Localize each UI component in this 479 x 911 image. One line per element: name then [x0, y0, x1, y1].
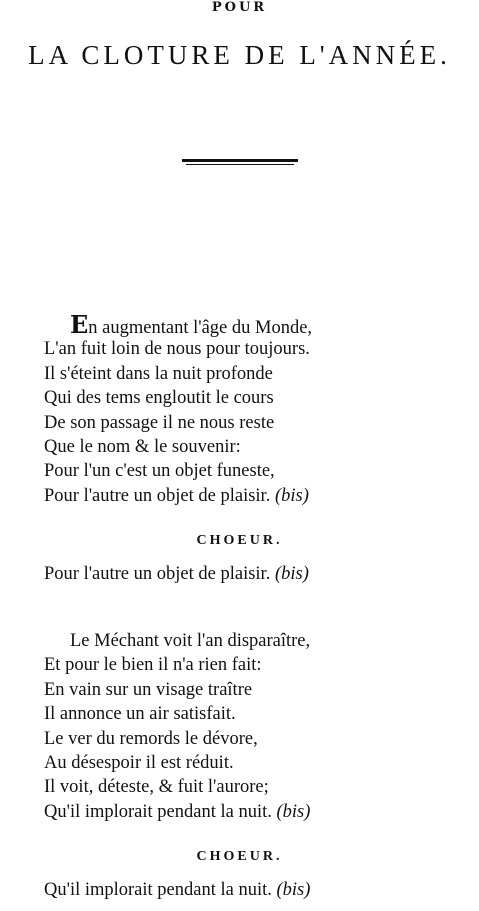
- stanza-1-line-8-text: Pour l'autre un objet de plaisir.: [44, 485, 271, 506]
- stanza-1-line-3: Il s'éteint dans la nuit profonde: [44, 363, 273, 384]
- stanza-1-line-8: [44, 484, 444, 508]
- bis-marker: (bis): [274, 564, 309, 584]
- stanza-2: [44, 629, 444, 824]
- stanza-1: [44, 310, 444, 508]
- stanza-1-line-1-text: n augmentant l'âge du Monde,: [88, 318, 313, 338]
- stanza-1-line-7: Pour l'un c'est un objet funeste,: [44, 461, 275, 482]
- stanza-2-line-3: En vain sur un visage traître: [44, 679, 253, 700]
- stanza-1-line-6: Que le nom & le souvenir:: [44, 436, 241, 457]
- stanza-1-line-2: L'an fuit loin de nous pour toujours.: [44, 339, 310, 360]
- rule-thin-line: [186, 164, 294, 165]
- bis-marker: (bis): [274, 485, 309, 506]
- stanza-2-line-8-text: Qu'il implorait pendant la nuit.: [44, 801, 272, 822]
- stanza-2-line-5: Le ver du remords le dévore,: [44, 728, 258, 749]
- page-title: LA CLOTURE DE L'ANNÉE.: [28, 40, 451, 70]
- chorus-1-heading: CHOEUR.: [196, 533, 283, 548]
- header-word: POUR: [211, 0, 268, 15]
- stanza-2-line-1: Le Méchant voit l'an disparaître,: [70, 631, 311, 651]
- stanza-1-line-1: [44, 310, 444, 339]
- chorus-1-text: Pour l'autre un objet de plaisir.: [44, 564, 271, 584]
- stanza-2-line-4: Il annonce un air satisfait.: [44, 704, 236, 725]
- bis-marker: (bis): [276, 880, 311, 900]
- ornamental-rule: [182, 157, 298, 165]
- bis-marker: (bis): [276, 801, 311, 822]
- stanza-2-line-7: Il voit, déteste, & fuit l'aurore;: [44, 777, 269, 798]
- chorus-2-text: Qu'il implorait pendant la nuit.: [44, 880, 272, 900]
- stanza-1-line-5: De son passage il ne nous reste: [44, 412, 275, 433]
- stanza-2-line-2: Et pour le bien il n'a rien fait:: [44, 655, 262, 676]
- stanza-2-line-8: [44, 800, 444, 824]
- stanza-1-line-4: Qui des tems engloutit le cours: [44, 388, 274, 409]
- chorus-2-heading: CHOEUR.: [196, 849, 283, 864]
- stanza-2-line-6: Au désespoir il est réduit.: [44, 752, 234, 773]
- rule-thick-line: [182, 159, 298, 162]
- chorus-2-line: [44, 878, 464, 902]
- drop-cap: E: [70, 310, 89, 339]
- chorus-1-line: [44, 562, 464, 586]
